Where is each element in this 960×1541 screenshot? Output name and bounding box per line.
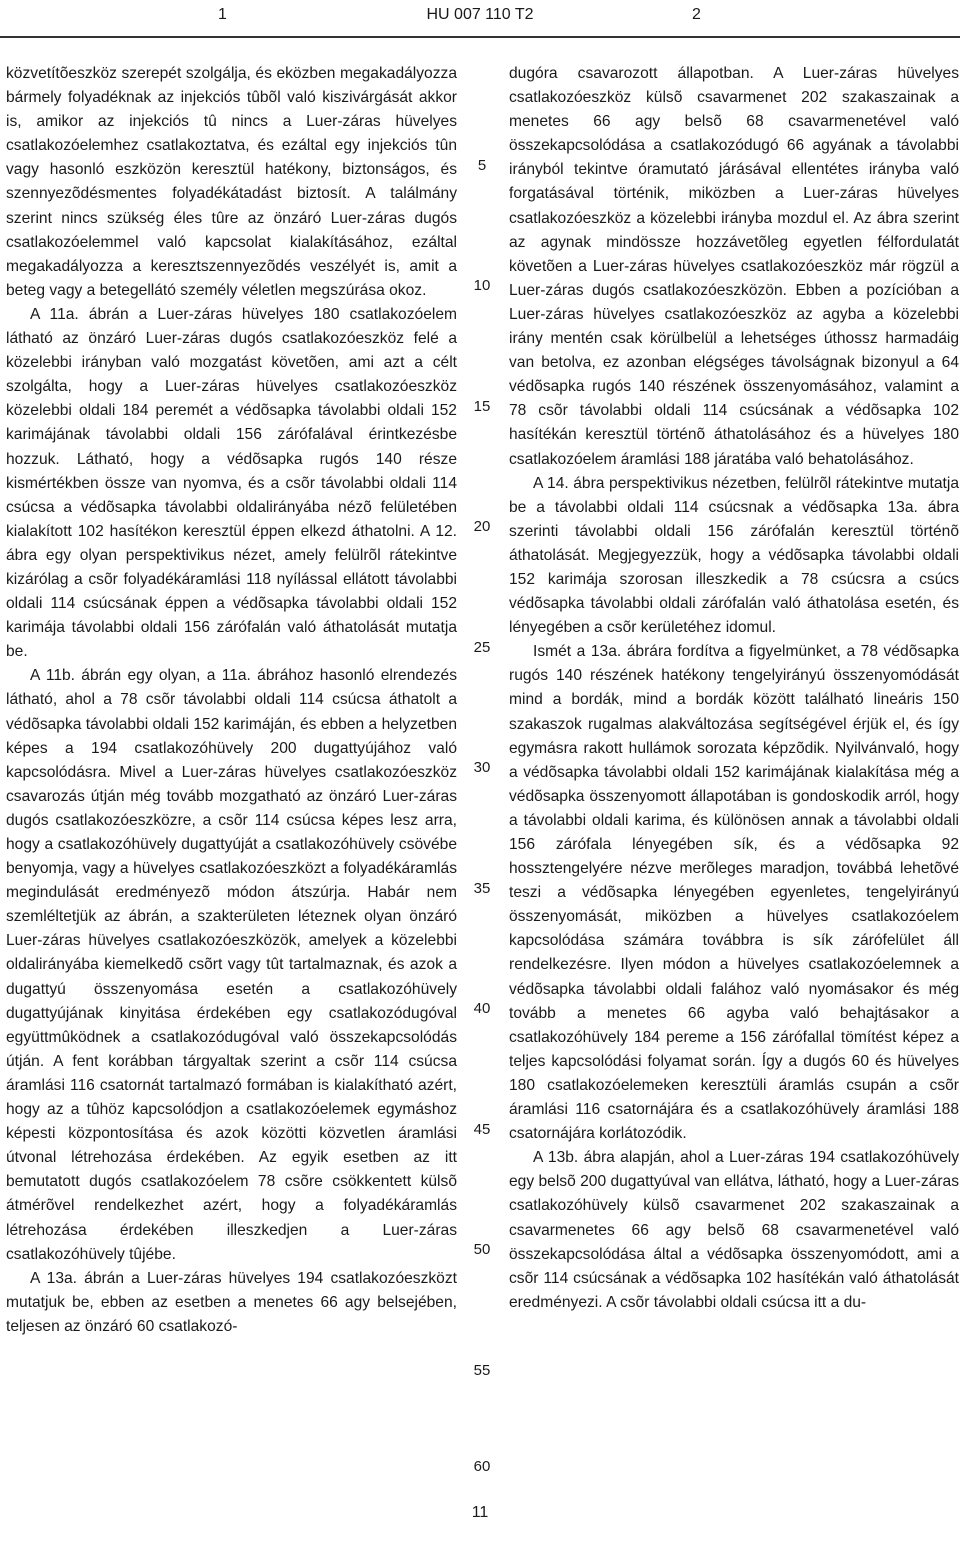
paragraph: dugóra csavarozott állapotban. A Luer-záras hüvelyes csatlakozóeszköz külsõ csavarmenet 202 szakaszainak a menetes 66 agy belsõ 68 csavarmenetével való összekapcsolódása a csatlakozódugó 66 agyának a távolabbi irányból tekintve óramutató járásával ellentétes irányba való forgatásával történik, miközben a Luer-záras hüvelyes csatlakozóeszköz a közelebbi irányba mozdul el. Az ábra szerint az agynak mindössze hozzávetõleg egyetlen félfordulatát követõen a Luer-záras hüvelyes csatlakozóeszköz már rögzül a Luer-záras dugós csatlakozóeszközön. Ebben a pozícióban a Luer-záras hüvelyes csatlakozóeszköz az agyba a közelebbi irány mentén csak körülbelül a lehetséges úthossz harmadáig van betolva, ez azonban elégséges távolságnak bizonyul a 64 védõsapka rugós 140 részének összenyomásához, valamint a 78 csõr távolabbi oldali 114 csúcsának a védõsapka 102 hasítékán keresztül történõ áthatolásához és a hüvelyes 180 csatlakozóelem áramlási 188 járatába való behatolásához. <box>509 65 959 468</box>
line-number: 40 <box>473 1000 491 1017</box>
line-number: 5 <box>477 157 487 174</box>
paragraph: A 13b. ábra alapján, ahol a Luer-záras 194 csatlakozóhüvely egy belsõ 200 dugattyúval van ellátva, látható, hogy a Luer-záras csatlakozóhüvely külsõ csavarmenet 202 szakaszainak a csavarmenetes 66 agy belsõ 68 csavarmenetével való összekapcsolódása által a védõsapka összenyomódott, ami a csõr 114 csúcsának a védõsapka 102 hasítékán való áthatolását eredményezi. A csõr távolabbi oldali csúcsa itt a du- <box>509 1149 959 1311</box>
header-doc-id: HU 007 110 T2 <box>426 6 534 23</box>
page-header <box>0 6 960 30</box>
paragraph: A 11a. ábrán a Luer-záras hüvelyes 180 csatlakozóelem látható az önzáró Luer-záras dugós csatlakozóeszköz felé a közelebbi irányban való mozgatást követõen, ami azt a célt szolgálta, hogy a Luer-záras hüvelyes csatlakozóeszköz közelebbi oldali 184 peremét a védõsapka távolabbi oldali 152 karimájának távolabbi oldali 156 zárófalával érintkezésbe hozzuk. Látható, hogy a védõsapka rugós 140 része kismértékben össze van nyomva, és a csõr távolabbi oldali 114 csúcsa a védõsapka távolabbi oldalirányába nézõ felületében kialakított 102 hasítékon keresztül éppen elkezd áthatolni. A 12. ábra egy olyan perspektivikus nézet, amely felülrõl rátekintve kizárólag a csõr folyadékáramlási 118 nyílással ellátott távolabbi oldali 114 csúcsának éppen a védõsapka távolabbi oldali 152 karimája távolabbi oldali 156 zárófalán való áthatolását mutatja be. <box>6 305 457 661</box>
paragraph: A 11b. ábrán egy olyan, a 11a. ábrához hasonló elrendezés látható, ahol a 78 csõr távolabbi oldali 114 csúcsa áthatolt a védõsapka távolabbi oldali 152 karimáján, és ebben a helyzetben képes a 194 csatlakozóhüvely 200 dugattyújához való kapcsolódásra. Mivel a Luer-záras hüvelyes csatlakozóeszköz csavarozás útján még tovább mozgatható az önzáró Luer-záras dugós csatlakozóeszközre, a csõr 114 csúcsa képes lesz arra, hogy a csatlakozóhüvely dugattyúját a csatlakozóhüvely csövébe benyomja, vagy a hüvelyes csatlakozóeszközt a folyadékáramlás megindulását eredményezõ módon átszúrja. Habár nem szemléltetjük az ábrán, a szakterületen léteznek olyan önzáró Luer-záras hüvelyes csatlakozóeszközök, amelyek a közelebbi oldalirányába kiemelkedõ csõrt vagy tût tartalmaznak, és azok a dugattyú összenyomása esetén a csatlakozóhüvely dugattyújának kinyitása érdekében egy csatlakozódugóval együttmûködnek a csatlakozódugóval való összekapcsolódás útján. A fent korábban tárgyaltak szerint a csõr 114 csúcsa áramlási 116 csatornát tartalmazó formában is kialakítható azért, hogy az a tûhöz kapcsolódjon a csatlakozóelemek egymáshoz képesti központosítása és azok közötti közvetlen áramlási útvonal létrehozása érdekében. Az egyik esetben az itt bemutatott dugós csatlakozóelem 78 csõre csökkentett külsõ átmérõvel rendelkezhet azért, hogy a folyadékáramlás létrehozása érdekében illeszkedjen a Luer-záras csatlakozóhüvely tûjébe. <box>6 667 457 1263</box>
paragraph: Ismét a 13a. ábrára fordítva a figyelmünket, a 78 védõsapka rugós 140 részének hatékony tengelyirányú összenyomódását mind a bordák, mind a bordák között található lineáris 150 szakaszok rugalmas alakváltozása segítségével érjük el, és így egymásra rakott hullámok sorozata képzõdik. Nyilvánvaló, hogy a védõsapka távolabbi oldali 152 karimájának kialakítása még a védõsapka összenyomott állapotában is gondoskodik arról, hogy a távolabbi oldali karima, és különösen annak a távolabbi oldali 156 zárófala lényegében sík, és a védõsapka 92 hossztengelyére nézve merõleges maradjon, továbbá lehetõvé teszi a védõsapka lényegében egyenletes, tengelyirányú összenyomását, miközben a hüvelyes csatlakozóelem kapcsolódása számára továbbra is sík zárófelület áll rendelkezésre. Ilyen módon a hüvelyes csatlakozóelemnek a védõsapka távolabbi oldali falához való nyomásakor és még tovább a menetes 66 agyba való behajtásakor a csatlakozóhüvely 184 pereme a 156 zárófallal tömítést képez a teljes kapcsolódási folyamat során. Így a dugós 60 és hüvelyes 180 csatlakozóelemeken keresztüli áramlás csupán a csõr áramlási 116 csatornájára és a csatlakozóhüvely áramlási 188 csatornájára korlátozódik. <box>509 643 959 1143</box>
right-text-column <box>509 62 959 1315</box>
header-page-right: 2 <box>692 6 701 23</box>
line-number: 10 <box>473 277 491 294</box>
left-text-column <box>6 62 457 1339</box>
line-number: 60 <box>473 1458 491 1475</box>
header-divider <box>0 36 960 38</box>
line-number: 45 <box>473 1121 491 1138</box>
paragraph: A 14. ábra perspektivikus nézetben, felülrõl rátekintve mutatja be a távolabbi oldali 114 csúcsnak a védõsapka 13a. ábra szerinti távolabbi oldali 156 zárófalán keresztül történõ áthatolását. Megjegyezzük, hogy a védõsapka távolabbi oldali 152 karimája szorosan illeszkedik a 78 csúcsra a csúcs védõsapka távolabbi oldali zárófalán való áthatolása esetén, és lényegében a csõr kerületéhez idomul. <box>509 474 959 637</box>
paragraph: közvetítõeszköz szerepét szolgálja, és eközben megakadályozza bármely folyadéknak az injekciós tûbõl való kiszivárgását akkor is, amikor az injekciós tû nincs a Luer-záras hüvelyes csatlakozóelemhez csatlakoztatva, és ezáltal egy injekciós tûn vagy hasonló eszközön keresztül hatékony, biztonságos, és szennyezõdésmentes folyadékátadást biztosít. A találmány szerint nincs szükség éles tûre az önzáró Luer-záras dugós csatlakozóelemmel való kapcsolat kialakításához, ezáltal megakadályozza a keresztszennyezõdés veszélyét is, amit a beteg vagy a betegellátó személy véletlen megszúrása okoz. <box>6 65 457 299</box>
header-page-left: 1 <box>218 6 227 23</box>
paragraph: A 13a. ábrán a Luer-záras hüvelyes 194 csatlakozóeszközt mutatjuk be, ebben az esetben a menetes 66 agy belsejében, teljesen az önzáró 60 csatlakozó- <box>6 1269 457 1335</box>
page-number: 11 <box>471 1504 489 1521</box>
line-number: 55 <box>473 1362 491 1379</box>
line-number: 30 <box>473 759 491 776</box>
line-number: 50 <box>473 1241 491 1258</box>
line-number: 35 <box>473 880 491 897</box>
line-number: 20 <box>473 518 491 535</box>
line-number: 15 <box>473 398 491 415</box>
line-number: 25 <box>473 639 491 656</box>
